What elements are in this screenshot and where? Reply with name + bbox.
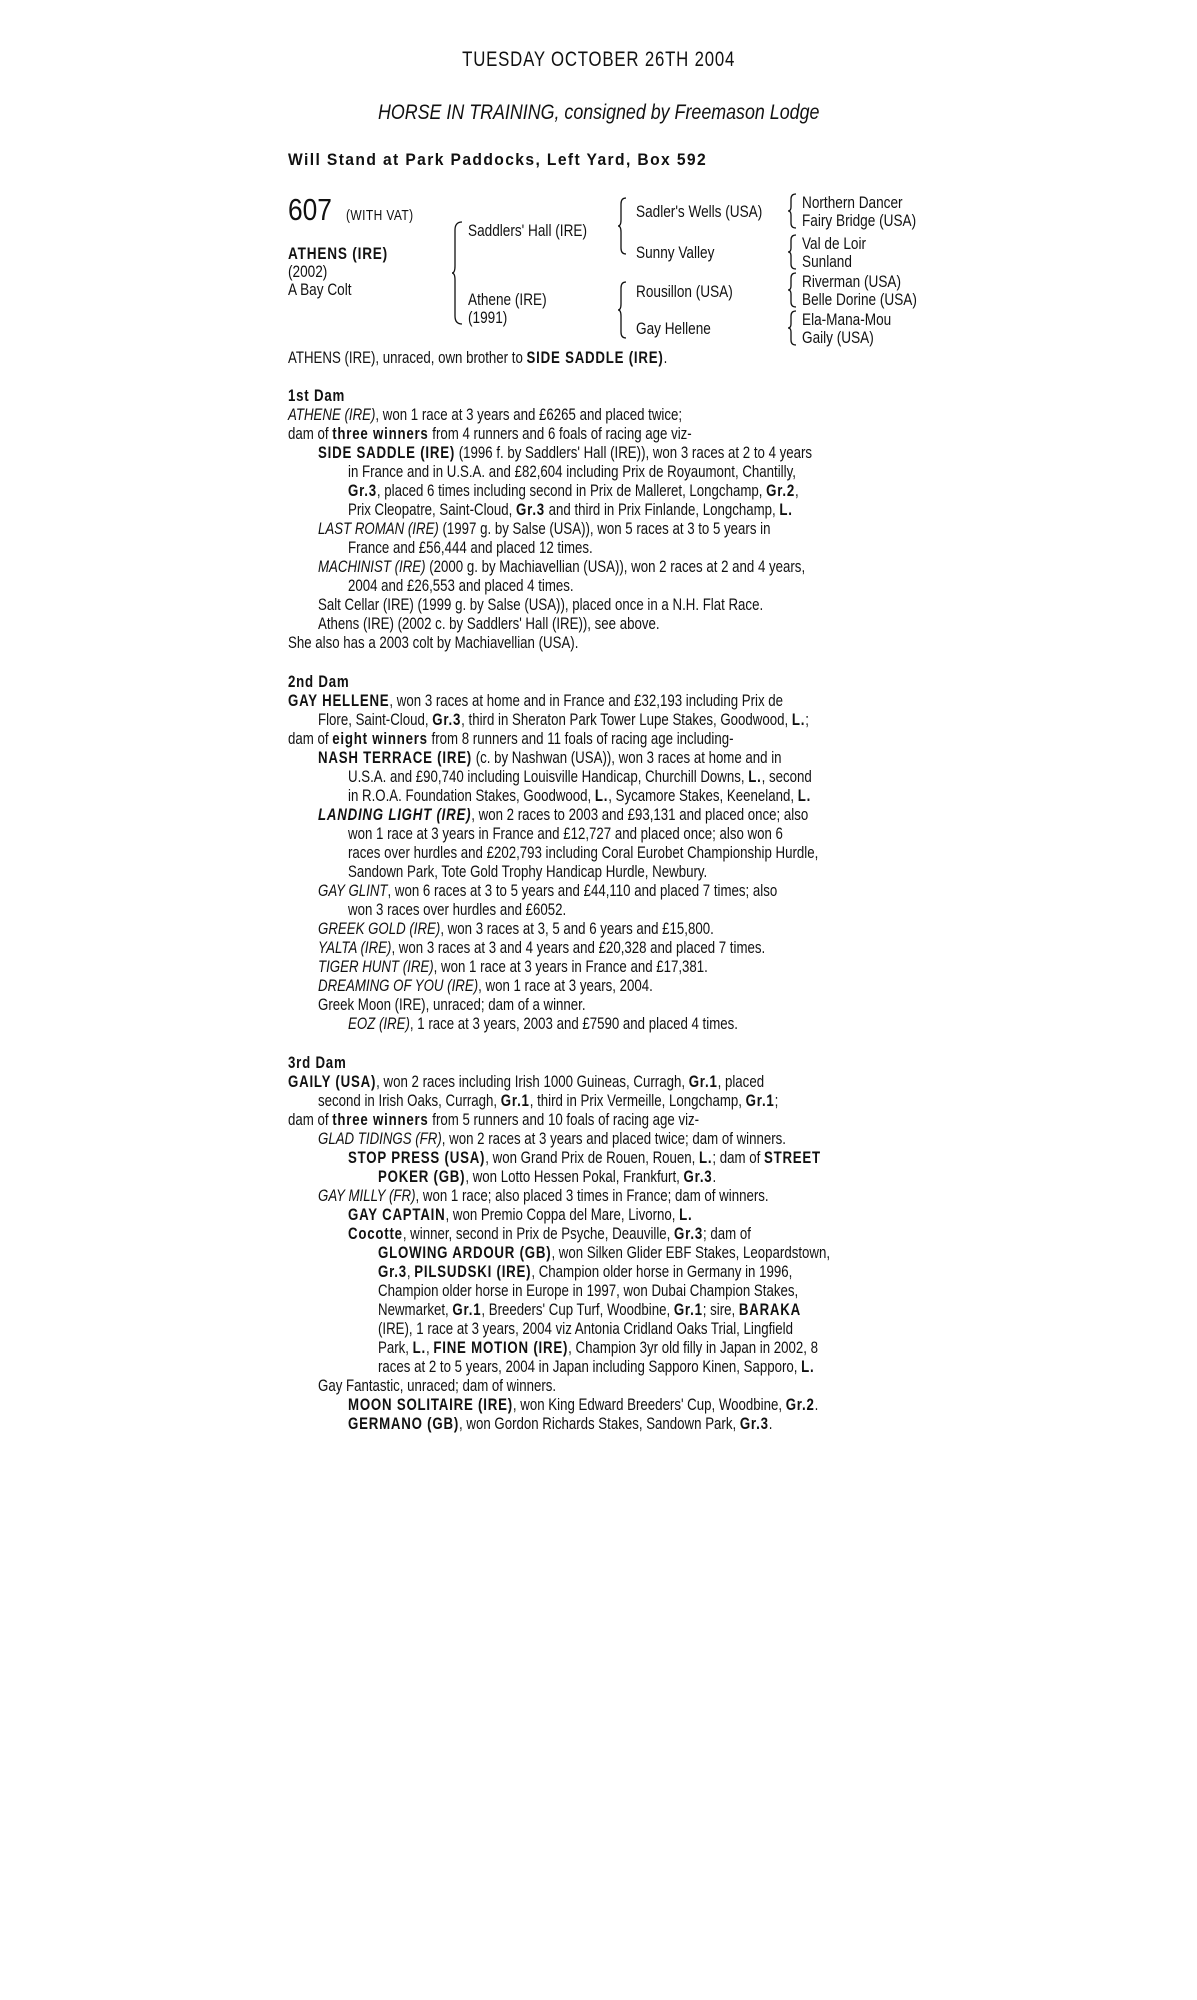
first-dam-line: She also has a 2003 colt by Machiavellian (USA).	[288, 633, 579, 652]
second-dam-line: GAY GLINT, won 6 races at 3 to 5 years and £44,110 and placed 7 times; also	[318, 881, 778, 900]
pedigree-dam: Athene (IRE)	[468, 290, 547, 309]
third-dam-line: (IRE), 1 race at 3 years, 2004 viz Antonia Cridland Oaks Trial, Lingfield	[378, 1319, 793, 1338]
third-dam-line: GAY MILLY (FR), won 1 race; also placed 3 times in France; dam of winners.	[318, 1186, 769, 1205]
third-dam-line: STOP PRESS (USA), won Grand Prix de Rouen, Rouen, L.; dam of STREET	[348, 1148, 821, 1167]
first-dam-line: Prix Cleopatre, Saint-Cloud, Gr.3 and third in Prix Finlande, Longchamp, L.	[348, 500, 793, 519]
first-dam-line: SIDE SADDLE (IRE) (1996 f. by Saddlers' Hall (IRE)), won 3 races at 2 to 4 years	[318, 443, 813, 462]
pedigree-g5: Riverman (USA)	[802, 272, 901, 291]
pedigree-dam-sire: Rousillon (USA)	[636, 282, 733, 301]
horse-description: A Bay Colt	[288, 280, 352, 299]
second-dam-line: Greek Moon (IRE), unraced; dam of a winner.	[318, 995, 586, 1014]
pedigree-brace-g2	[788, 234, 798, 270]
pedigree-g6: Belle Dorine (USA)	[802, 290, 917, 309]
third-dam-line: Gr.3, PILSUDSKI (IRE), Champion older horse in Germany in 1996,	[378, 1262, 793, 1281]
third-dam-line: MOON SOLITAIRE (IRE), won King Edward Breeders' Cup, Woodbine, Gr.2.	[348, 1395, 819, 1414]
first-dam-line: dam of three winners from 4 runners and 6 foals of racing age viz-	[288, 424, 692, 443]
first-dam-line: France and £56,444 and placed 12 times.	[348, 538, 593, 557]
second-dam-heading: 2nd Dam	[288, 672, 350, 691]
second-dam-line: U.S.A. and £90,740 including Louisville Handicap, Churchill Downs, L., second	[348, 767, 812, 786]
second-dam-line: DREAMING OF YOU (IRE), won 1 race at 3 years, 2004.	[318, 976, 653, 995]
second-dam-line: dam of eight winners from 8 runners and 11 foals of racing age including-	[288, 729, 734, 748]
second-dam-line: races over hurdles and £202,793 including Coral Eurobet Championship Hurdle,	[348, 843, 819, 862]
pedigree-g8: Gaily (USA)	[802, 328, 874, 347]
third-dam-line: GERMANO (GB), won Gordon Richards Stakes, Sandown Park, Gr.3.	[348, 1414, 773, 1433]
first-dam-line: in France and in U.S.A. and £82,604 including Prix de Royaumont, Chantilly,	[348, 462, 796, 481]
third-dam-line: GAILY (USA), won 2 races including Irish 1000 Guineas, Curragh, Gr.1, placed	[288, 1072, 765, 1091]
second-dam-line: in R.O.A. Foundation Stakes, Goodwood, L., Sycamore Stakes, Keeneland, L.	[348, 786, 812, 805]
horse-year: (2002)	[288, 262, 328, 281]
sale-date: TUESDAY OCTOBER 26TH 2004	[461, 48, 736, 71]
pedigree-brace-g3	[788, 272, 798, 308]
second-dam-line: TIGER HUNT (IRE), won 1 race at 3 years in France and £17,381.	[318, 957, 708, 976]
second-dam-line: won 1 race at 3 years in France and £12,727 and placed once; also won 6	[348, 824, 783, 843]
first-dam-line: 2004 and £26,553 and placed 4 times.	[348, 576, 574, 595]
pedigree-brace-dam	[618, 280, 628, 340]
pedigree-brace-g4	[788, 310, 798, 346]
third-dam-line: GAY CAPTAIN, won Premio Coppa del Mare, Livorno, L.	[348, 1205, 693, 1224]
third-dam-line: Newmarket, Gr.1, Breeders' Cup Turf, Woodbine, Gr.1; sire, BARAKA	[378, 1300, 802, 1319]
first-dam-line: Gr.3, placed 6 times including second in Prix de Malleret, Longchamp, Gr.2,	[348, 481, 799, 500]
pedigree-brace-g1	[788, 193, 798, 229]
third-dam-line: Gay Fantastic, unraced; dam of winners.	[318, 1376, 557, 1395]
pedigree-g3: Val de Loir	[802, 234, 867, 253]
third-dam-line: GLOWING ARDOUR (GB), won Silken Glider EBF Stakes, Leopardstown,	[378, 1243, 831, 1262]
second-dam-line: EOZ (IRE), 1 race at 3 years, 2003 and £7590 and placed 4 times.	[348, 1014, 738, 1033]
pedigree-sire: Saddlers' Hall (IRE)	[468, 221, 587, 240]
second-dam-line: won 3 races over hurdles and £6052.	[348, 900, 567, 919]
pedigree-sire-dam: Sunny Valley	[636, 243, 715, 262]
second-dam-line: Flore, Saint-Cloud, Gr.3, third in Sheraton Park Tower Lupe Stakes, Goodwood, L.;	[318, 710, 809, 729]
third-dam-line: POKER (GB), won Lotto Hessen Pokal, Frankfurt, Gr.3.	[378, 1167, 717, 1186]
first-dam-heading: 1st Dam	[288, 386, 346, 405]
consignment-title: HORSE IN TRAINING, consigned by Freemason Lodge	[377, 101, 820, 124]
pedigree-brace-sire	[618, 196, 628, 256]
second-dam-line: LANDING LIGHT (IRE), won 2 races to 2003 and £93,131 and placed once; also	[318, 805, 809, 824]
third-dam-line: Champion older horse in Europe in 1997, won Dubai Champion Stakes,	[378, 1281, 799, 1300]
third-dam-line: Cocotte, winner, second in Prix de Psyche, Deauville, Gr.3; dam of	[348, 1224, 751, 1243]
first-dam-line: Athens (IRE) (2002 c. by Saddlers' Hall (IRE)), see above.	[318, 614, 660, 633]
first-dam-line: MACHINIST (IRE) (2000 g. by Machiavellian (USA)), won 2 races at 2 and 4 years,	[318, 557, 806, 576]
third-dam-line: dam of three winners from 5 runners and 10 foals of racing age viz-	[288, 1110, 700, 1129]
pedigree-dam-year: (1991)	[468, 308, 508, 327]
pedigree-g1: Northern Dancer	[802, 193, 903, 212]
horse-name: ATHENS (IRE)	[288, 244, 389, 263]
pedigree-sire-sire: Sadler's Wells (USA)	[636, 202, 763, 221]
first-dam-line: ATHENE (IRE), won 1 race at 3 years and £6265 and placed twice;	[288, 405, 683, 424]
first-dam-line: LAST ROMAN (IRE) (1997 g. by Salse (USA)), won 5 races at 3 to 5 years in	[318, 519, 771, 538]
pedigree-g4: Sunland	[802, 252, 852, 271]
second-dam-line: GREEK GOLD (IRE), won 3 races at 3, 5 and 6 years and £15,800.	[318, 919, 714, 938]
third-dam-line: Park, L., FINE MOTION (IRE), Champion 3yr old filly in Japan in 2002, 8	[378, 1338, 819, 1357]
second-dam-line: Sandown Park, Tote Gold Trophy Handicap Hurdle, Newbury.	[348, 862, 708, 881]
pedigree-g7: Ela-Mana-Mou	[802, 310, 892, 329]
third-dam-line: GLAD TIDINGS (FR), won 2 races at 3 years and placed twice; dam of winners.	[318, 1129, 786, 1148]
pedigree-brace-main	[452, 220, 464, 326]
stand-location: Will Stand at Park Paddocks, Left Yard, Box 592	[288, 150, 708, 169]
pedigree-dam-dam: Gay Hellene	[636, 319, 711, 338]
lot-number: 607 (WITH VAT)	[288, 192, 414, 227]
second-dam-line: NASH TERRACE (IRE) (c. by Nashwan (USA)), won 3 races at home and in	[318, 748, 782, 767]
first-dam-line: Salt Cellar (IRE) (1999 g. by Salse (USA)), placed once in a N.H. Flat Race.	[318, 595, 764, 614]
third-dam-line: second in Irish Oaks, Curragh, Gr.1, third in Prix Vermeille, Longchamp, Gr.1;	[318, 1091, 779, 1110]
pedigree-g2: Fairy Bridge (USA)	[802, 211, 917, 230]
second-dam-line: GAY HELLENE, won 3 races at home and in France and £32,193 including Prix de	[288, 691, 784, 710]
second-dam-line: YALTA (IRE), won 3 races at 3 and 4 years and £20,328 and placed 7 times.	[318, 938, 766, 957]
third-dam-heading: 3rd Dam	[288, 1053, 347, 1072]
intro-line: ATHENS (IRE), unraced, own brother to SIDE SADDLE (IRE).	[288, 348, 668, 367]
third-dam-line: races at 2 to 5 years, 2004 in Japan including Sapporo Kinen, Sapporo, L.	[378, 1357, 815, 1376]
